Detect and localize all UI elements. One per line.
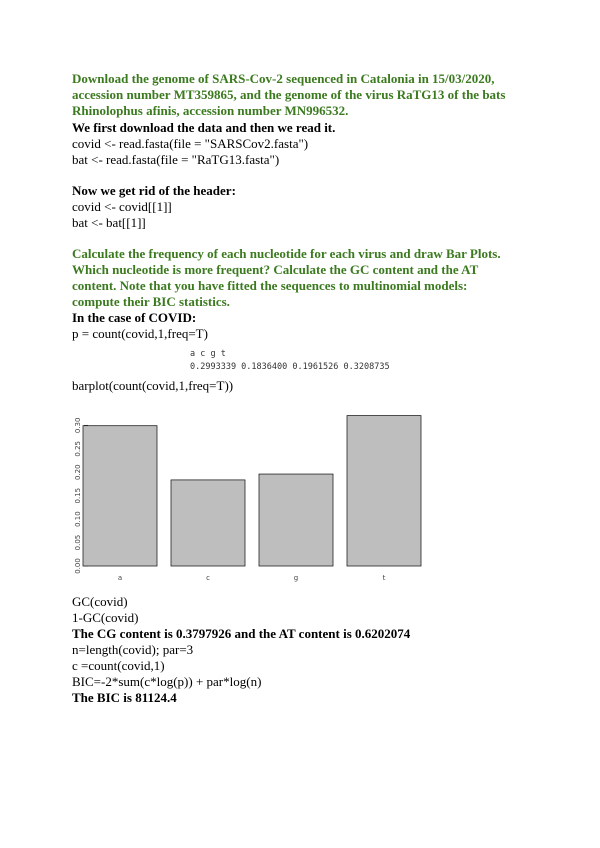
y-tick-label: 0.10 (74, 511, 82, 527)
y-tick-label: 0.00 (74, 558, 82, 574)
task2-line3: content. Note that you have fitted the sequences to multinomial models: (72, 278, 468, 293)
y-tick-label: 0.20 (74, 464, 82, 481)
code-count: c =count(covid,1) (72, 658, 165, 673)
download-heading: We first download the data and then we read it. (72, 120, 336, 135)
x-tick-label-a: a (117, 574, 123, 582)
x-tick-label-g: g (293, 574, 299, 582)
code-gc: GC(covid) (72, 594, 128, 609)
task2-line2: Which nucleotide is more frequent? Calculate the GC content and the AT (72, 262, 479, 277)
task1-line2: accession number MT359865, and the genome of the virus RaTG13 of the bats (72, 87, 506, 102)
bars-group (83, 416, 421, 566)
code-bic: BIC=-2*sum(c*log(p)) + par*log(n) (72, 674, 262, 689)
y-tick-label: 0.15 (74, 487, 82, 504)
gc-result: The CG content is 0.3797926 and the AT content is 0.6202074 (72, 626, 411, 641)
bic-result: The BIC is 81124.4 (72, 690, 177, 705)
task2-line1: Calculate the frequency of each nucleotide for each virus and draw Bar Plots. (72, 246, 501, 261)
y-tick-label: 0.30 (74, 417, 82, 434)
code-read-bat: bat <- read.fasta(file = "RaTG13.fasta") (72, 152, 280, 167)
freq-output-header: a c g t (190, 349, 226, 359)
covid-heading: In the case of COVID: (72, 310, 197, 325)
bar-g (259, 474, 333, 566)
nucleotide-bar-chart (62, 410, 386, 590)
code-strip-covid: covid <- covid[[1]] (72, 199, 172, 214)
task1-line1: Download the genome of SARS-Cov-2 sequenced in Catalonia in 15/03/2020, (72, 71, 495, 86)
code-strip-bat: bat <- bat[[1]] (72, 215, 146, 230)
x-tick-label-c: c (206, 574, 210, 582)
bar-a (83, 426, 157, 566)
code-barplot: barplot(count(covid,1,freq=T)) (72, 378, 234, 393)
freq-output-values: 0.2993339 0.1836400 0.1961526 0.3208735 (190, 362, 390, 372)
code-read-covid: covid <- read.fasta(file = "SARSCov2.fasta") (72, 136, 309, 151)
x-tick-label-t: t (382, 574, 386, 582)
y-tick-label: 0.05 (74, 534, 82, 551)
x-axis-labels (118, 574, 386, 582)
y-tick-label: 0.25 (74, 441, 82, 457)
bar-c (171, 480, 245, 566)
bar-t (347, 416, 421, 566)
task1-line3: Rhinolophus afinis, accession number MN996532. (72, 103, 349, 118)
header-heading: Now we get rid of the header: (72, 183, 236, 198)
code-freq: p = count(covid,1,freq=T) (72, 326, 208, 341)
task2-line4: compute their BIC statistics. (72, 294, 230, 309)
code-at: 1-GC(covid) (72, 610, 139, 625)
code-length: n=length(covid); par=3 (72, 642, 194, 657)
